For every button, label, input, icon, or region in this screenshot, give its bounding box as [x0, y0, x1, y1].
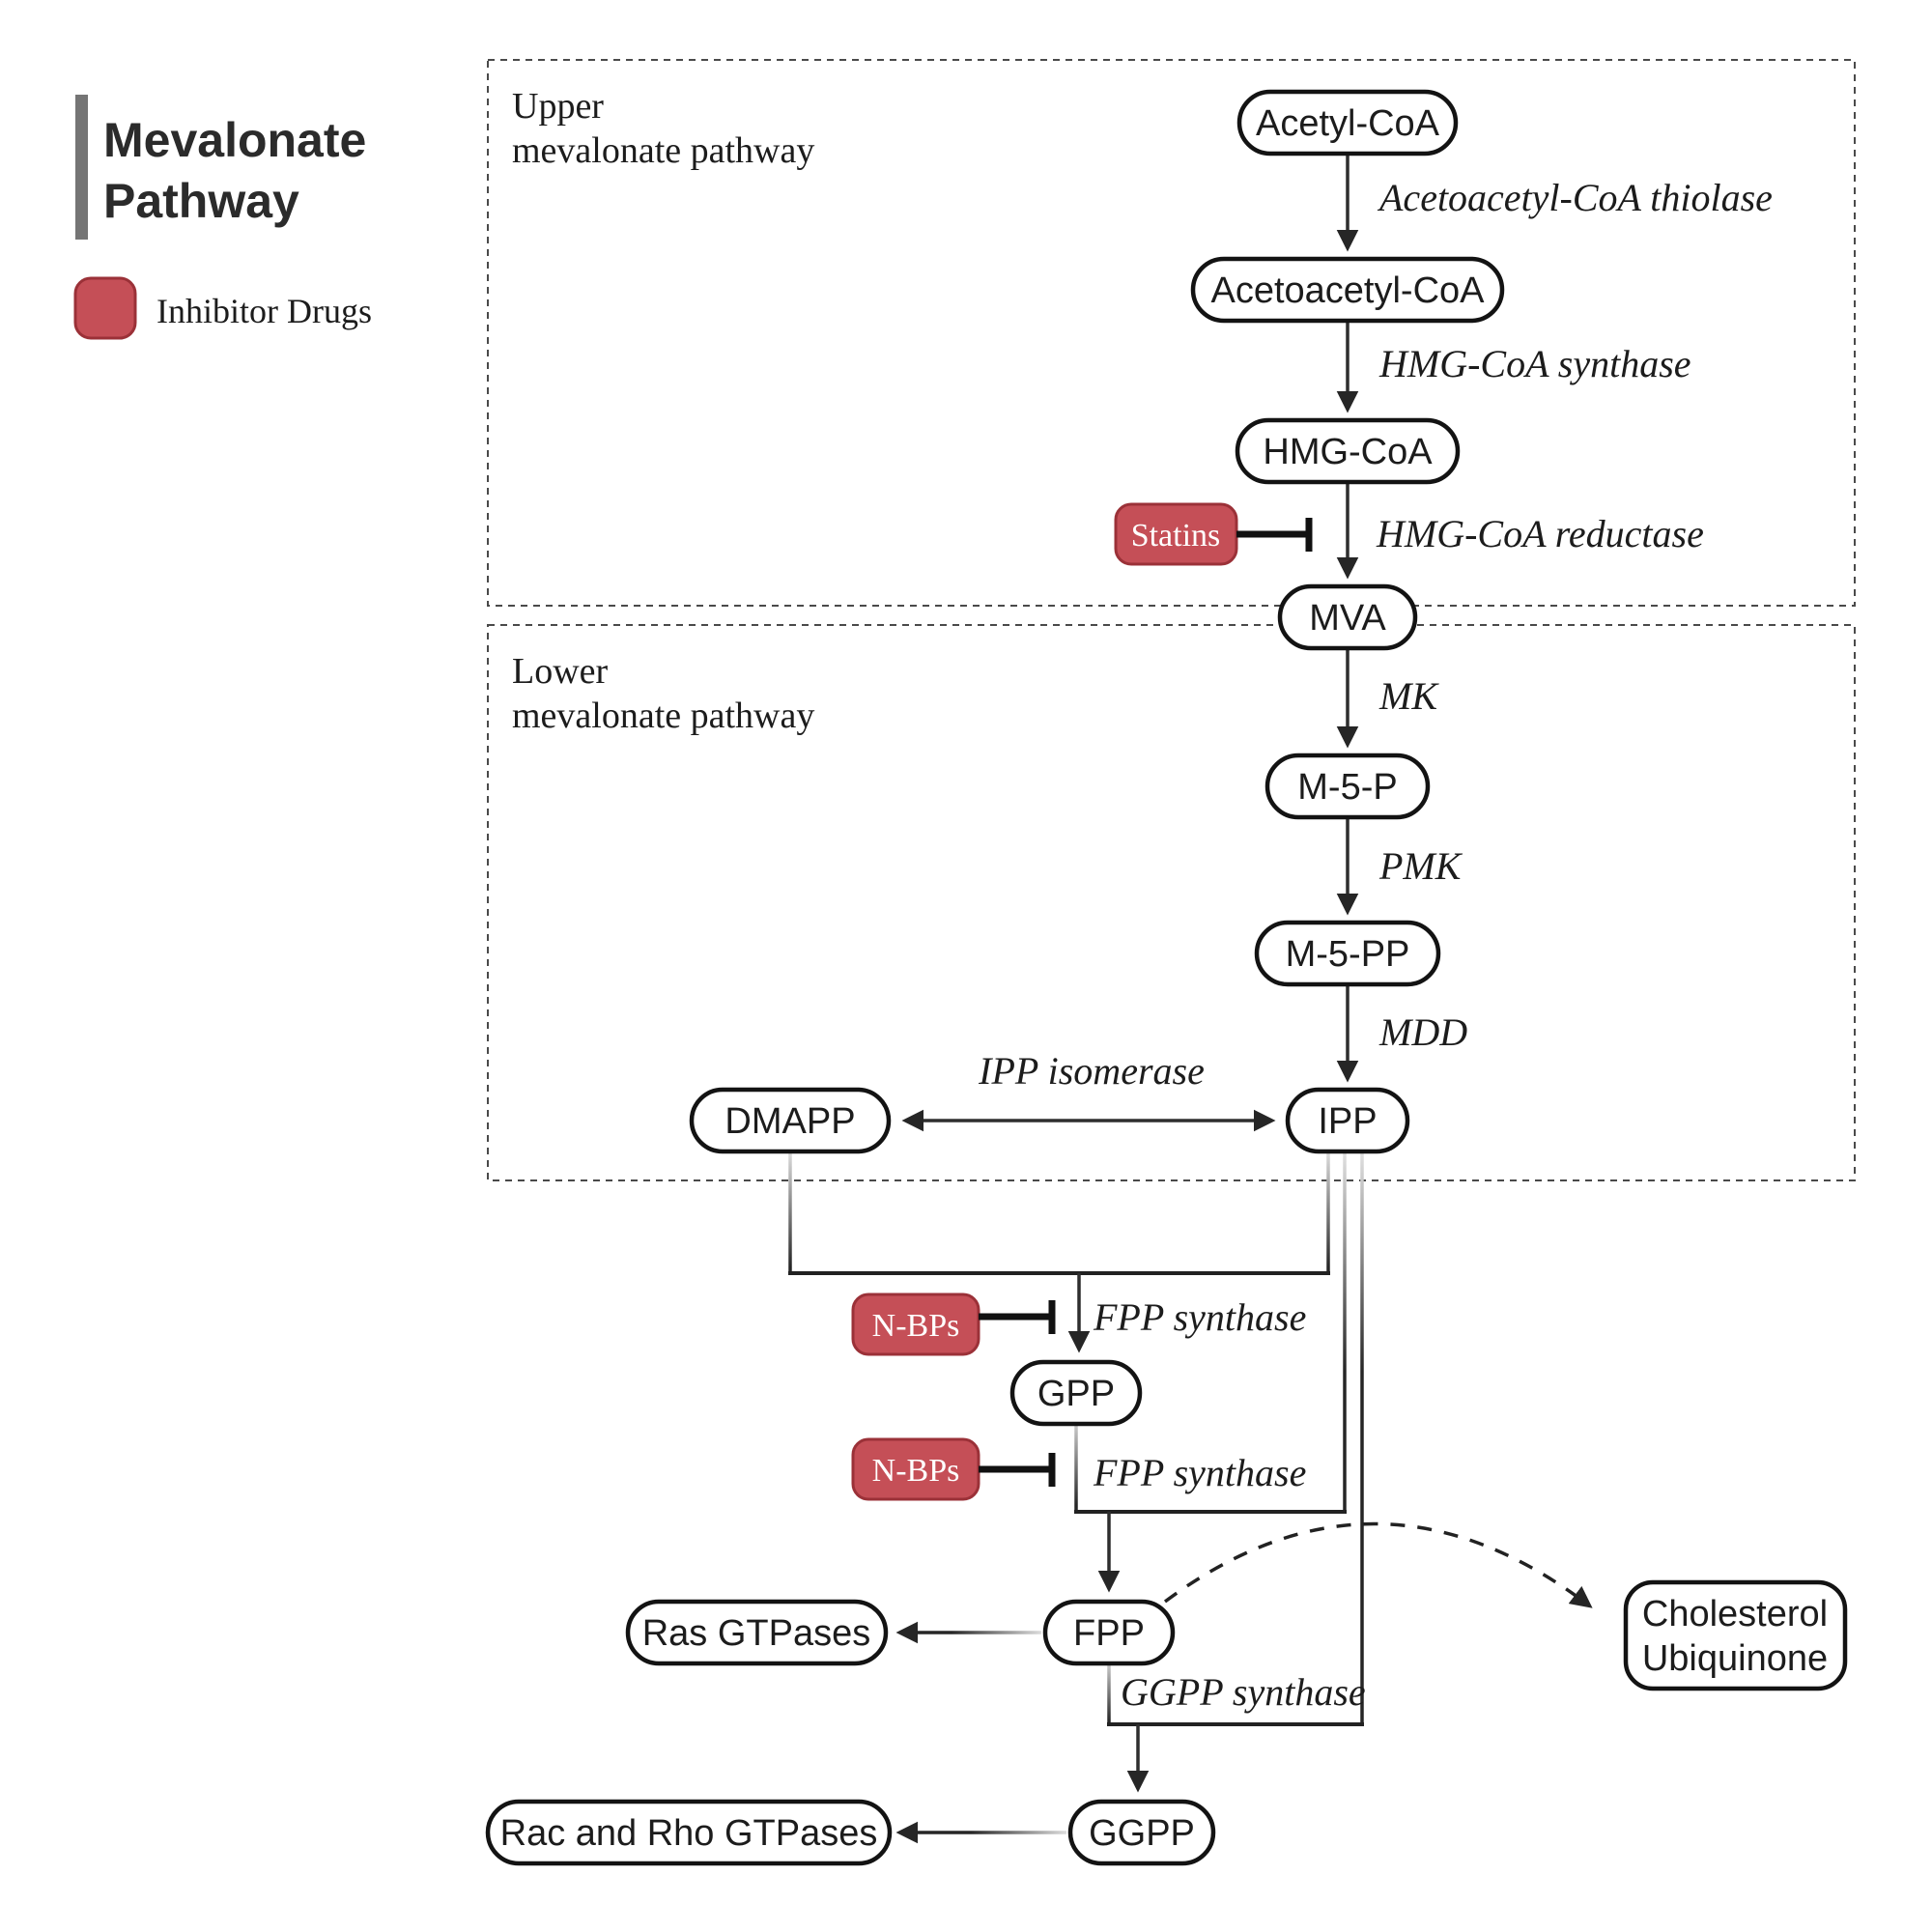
enzyme-mdd-label: MDD: [1379, 1010, 1468, 1054]
nbps-label-2: N-BPs: [871, 1453, 960, 1489]
m5pp-label: M-5-PP: [1285, 934, 1410, 975]
inhibitor-legend-swatch: [75, 278, 135, 338]
nbps-inhibitor-2: [853, 1439, 1052, 1499]
statins-label: Statins: [1130, 518, 1221, 554]
node-dmapp: [692, 1090, 889, 1151]
node-fpp: [1045, 1602, 1173, 1663]
enzyme-hmg-synthase-label: HMG-CoA synthase: [1379, 342, 1691, 385]
node-acetoacetyl-coa: [1193, 259, 1502, 321]
arrow-fpp-to-cholesterol-dashed: [1165, 1523, 1589, 1605]
node-ras-gtpases: [628, 1602, 886, 1663]
rac-rho-gtpases-label: Rac and Rho GTPases: [499, 1813, 878, 1854]
dmapp-label: DMAPP: [724, 1101, 856, 1142]
mva-label: MVA: [1309, 598, 1386, 639]
enzyme-hmg-reductase-label: HMG-CoA reductase: [1377, 512, 1704, 555]
enzyme-ggpp-synthase-label: GGPP synthase: [1121, 1670, 1366, 1714]
enzyme-fpp-synthase-1-label: FPP synthase: [1094, 1295, 1307, 1339]
m5p-label: M-5-P: [1297, 767, 1398, 808]
enzyme-ipp-isomerase-label: IPP isomerase: [979, 1049, 1205, 1093]
node-rac-rho-gtpases: [488, 1802, 890, 1863]
lower-section-label-line1: Lower: [512, 651, 609, 692]
nbps-inhibitor-1: [853, 1294, 1052, 1354]
node-gpp: [1012, 1362, 1140, 1424]
enzyme-fpp-synthase-2-label: FPP synthase: [1094, 1451, 1307, 1494]
node-m5pp: [1257, 923, 1438, 984]
node-m5p: [1267, 755, 1428, 817]
legend: [75, 278, 372, 338]
node-hmg-coa: [1237, 420, 1458, 482]
node-acetyl-coa: [1239, 92, 1456, 154]
node-mva: [1280, 586, 1415, 648]
upper-section-label-line1: Upper: [512, 86, 604, 127]
acetoacetyl-coa-label: Acetoacetyl-CoA: [1210, 270, 1485, 311]
nbps-label-1: N-BPs: [871, 1308, 960, 1344]
enzyme-pmk-label: PMK: [1379, 844, 1462, 888]
cholesterol-label: Cholesterol: [1641, 1594, 1829, 1634]
page-title-line1: Mevalonate: [103, 113, 367, 167]
upper-section-label-line2: mevalonate pathway: [512, 130, 815, 171]
lower-section-label-line2: mevalonate pathway: [512, 696, 815, 736]
node-cholesterol-ubiquinone: [1626, 1582, 1845, 1689]
page-title-line2: Pathway: [103, 174, 299, 228]
gpp-label: GPP: [1037, 1374, 1116, 1414]
statins-inhibitor: [1116, 504, 1309, 564]
enzyme-thiolase-label: Acetoacetyl-CoA thiolase: [1379, 176, 1773, 219]
node-ggpp: [1070, 1802, 1213, 1863]
ggpp-label: GGPP: [1089, 1813, 1195, 1854]
hmg-coa-label: HMG-CoA: [1263, 432, 1433, 472]
inhibitor-legend-label: Inhibitor Drugs: [156, 292, 372, 330]
node-ipp: [1288, 1090, 1407, 1151]
title-accent-bar: [75, 95, 88, 240]
enzyme-mk-label: MK: [1379, 674, 1437, 718]
fpp-label: FPP: [1073, 1613, 1145, 1654]
acetyl-coa-label: Acetyl-CoA: [1255, 103, 1440, 144]
ubiquinone-label: Ubiquinone: [1641, 1638, 1829, 1679]
ipp-label: IPP: [1318, 1101, 1378, 1142]
ras-gtpases-label: Ras GTPases: [641, 1613, 871, 1654]
